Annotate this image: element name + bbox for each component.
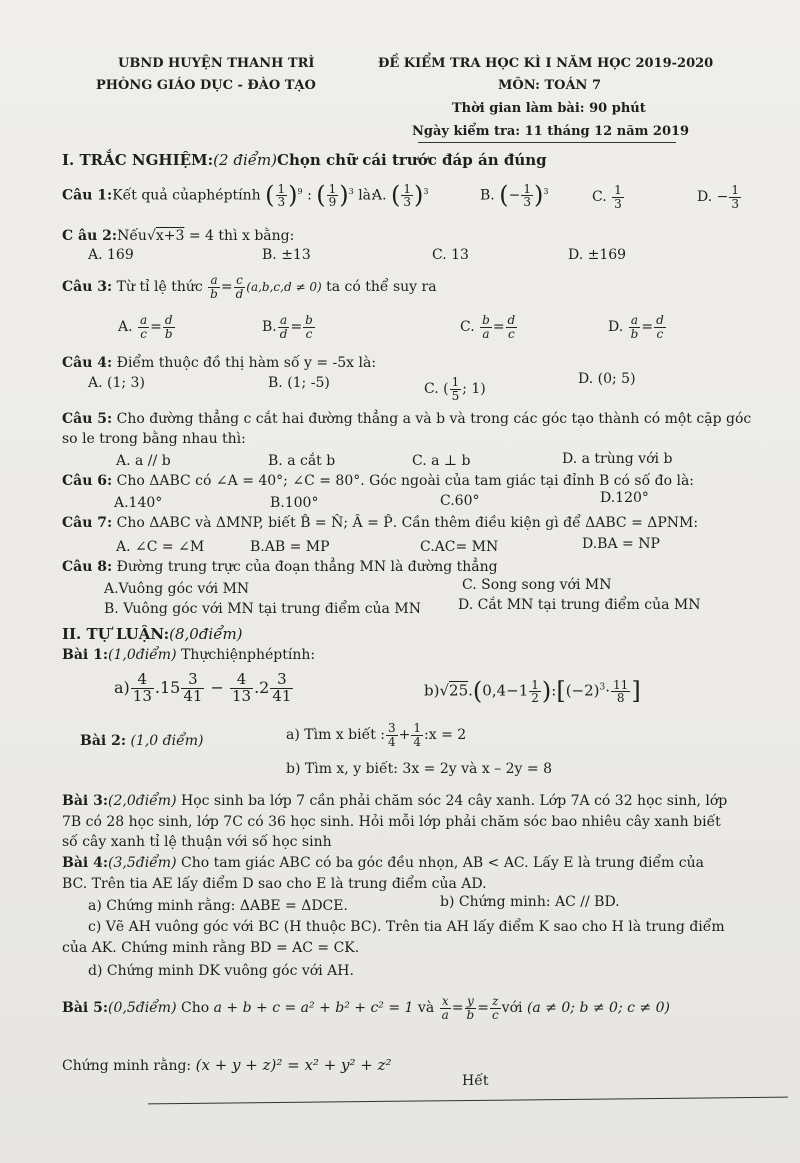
bai4-part-d: d) Chứng minh DK vuông góc với AH. <box>88 963 354 979</box>
question-8: Câu 8: Đường trung trực của đoạn thẳng MN là đường thẳng <box>62 559 498 575</box>
question-3: Câu 3: Từ tỉ lệ thức $\frac{a}{b}$ = $\frac{c}{d}$ (a,b,c,d ≠ 0) ta có thể suy ra <box>62 273 437 301</box>
bai3-line3: số cây xanh tỉ lệ thuận với số học sinh <box>62 834 332 850</box>
q5-option-a: A. a // b <box>116 453 171 469</box>
q4-option-c: C. ( $\frac{1}{5}$ ; 1) <box>424 375 486 403</box>
q1-option-d: D. − $\frac{1}{3}$ <box>697 183 740 211</box>
bai5-prove: Chứng minh rằng: (x + y + z)² = x² + y² + z² <box>62 1056 392 1074</box>
q2-option-a: A. 169 <box>88 247 134 263</box>
q8-option-c: C. Song song với MN <box>462 577 612 593</box>
header-subject: MÔN: TOÁN 7 <box>498 78 601 93</box>
question-5: Câu 5: Cho đường thẳng c cắt hai đường thẳng a và b và trong các góc tạo thành có một cặp góc <box>62 411 752 427</box>
bai2-part-a: a) Tìm x biết : $\frac{3}{4}$ + $\frac{1}{4}$ :x = 2 <box>286 721 467 749</box>
question-4: Câu 4: Điểm thuộc đồ thị hàm số y = -5x là: <box>62 355 377 371</box>
bai2-part-b: b) Tìm x, y biết: 3x = 2y và x – 2y = 8 <box>286 761 552 777</box>
header-underline <box>418 142 676 143</box>
bai3-line2: 7B có 28 học sinh, lớp 7C có 36 học sinh. Hỏi mỗi lớp phải chăm sóc bao nhiêu cây xanh biết <box>62 814 721 830</box>
q4-option-a: A. (1; 3) <box>88 375 145 391</box>
q4-option-d: D. (0; 5) <box>578 371 636 387</box>
q7-option-c: C.AC= MN <box>420 539 499 555</box>
q5-option-c: C. a ⊥ b <box>412 453 471 469</box>
q8-option-a: A.Vuông góc với MN <box>104 581 250 597</box>
q2-option-d: D. ±169 <box>568 247 627 263</box>
bai1-part-b: b)√25.(0,4−1 $\frac{1}{2}$ )$:[(-2)^3\cdot$ $\frac{11}{8}$ ] <box>424 677 641 706</box>
bai1-heading: Bài 1:(1,0điểm) Thựchiệnphéptính: <box>62 647 316 663</box>
q4-option-b: B. (1; -5) <box>268 375 330 391</box>
question-6: Câu 6: Cho ΔABC có ∠A = 40°; ∠C = 80°. Góc ngoài của tam giác tại đỉnh B có số đo là: <box>62 473 695 489</box>
q1-option-b: B. (− $\frac{1}{3}$ )$^3$ <box>480 181 549 210</box>
q6-option-c: C.60° <box>440 493 480 509</box>
part1-heading: I. TRẮC NGHIỆM:(2 điểm)Chọn chữ cái trước đáp án đúng <box>62 151 547 169</box>
q3-option-c: C. $\frac{b}{a}$ = $\frac{d}{c}$ <box>460 313 516 341</box>
q8-option-d: D. Cắt MN tại trung điểm của MN <box>458 597 701 613</box>
footer-rule <box>148 1097 788 1105</box>
q1-option-a: A. ( $\frac{1}{3}$ )$^3$ <box>372 181 429 210</box>
question-7: Câu 7: Cho ΔABC và ΔMNP, biết B̂ = N̂; Â = P̂. Cần thêm điều kiện gì để ΔABC = ΔPNM: <box>62 515 699 531</box>
bai3-line1: Bài 3:(2,0điểm) Học sinh ba lớp 7 cần phải chăm sóc 24 cây xanh. Lớp 7A có 32 học sinh, lớp <box>62 793 728 809</box>
q7-option-d: D.BA = NP <box>582 536 660 552</box>
q3-option-d: D. $\frac{a}{b}$ = $\frac{d}{c}$ <box>608 313 664 341</box>
bai5-line1: Bài 5:(0,5điểm) Cho a + b + c = a² + b² + c² = 1 và $\frac{x}{a}$ = $\frac{y}{b}$ = $\frac{z}{c}$ với (a ≠ 0; b ≠ 0; c ≠ 0) <box>62 994 670 1022</box>
bai1-part-a: a) $\frac{4}{13}$ .15 $\frac{3}{41}$ − $\frac{4}{13}$ .2 $\frac{3}{41}$ <box>114 670 292 705</box>
bai4-part-c-line2: của AK. Chứng minh rằng BD = AC = CK. <box>62 940 360 956</box>
q7-option-a: A. ∠C = ∠M <box>116 539 205 555</box>
q2-option-b: B. ±13 <box>262 247 311 263</box>
bai2-heading: Bài 2: (1,0 điểm) <box>80 733 204 749</box>
q7-option-b: B.AB = MP <box>250 539 330 555</box>
q3-option-a: A. $\frac{a}{c}$ = $\frac{d}{b}$ <box>118 313 173 341</box>
bai4-part-b: b) Chứng minh: AC // BD. <box>440 894 620 910</box>
q6-option-a: A.140° <box>114 495 163 511</box>
header-exam-title: ĐỀ KIỂM TRA HỌC KÌ I NĂM HỌC 2019-2020 <box>378 56 714 71</box>
bai4-part-a: a) Chứng minh rằng: ΔABE = ΔDCE. <box>88 898 348 914</box>
header-date: Ngày kiểm tra: 11 tháng 12 năm 2019 <box>412 124 690 139</box>
bai4-line1: Bài 4:(3,5điểm) Cho tam giác ABC có ba góc đều nhọn, AB < AC. Lấy E là trung điểm của <box>62 855 704 871</box>
bai4-line2: BC. Trên tia AE lấy điểm D sao cho E là trung điểm của AD. <box>62 876 487 892</box>
question-1: Câu 1:Kết quả củaphéptính ( $\frac{1}{3}$ )$^9$ : ( $\frac{1}{9}$ )$^3$ là: <box>62 181 376 210</box>
part2-heading: II. TỰ LUẬN:(8,0điểm) <box>62 625 243 643</box>
q8-option-b: B. Vuông góc với MN tại trung điểm của MN <box>104 601 421 617</box>
q5-option-d: D. a trùng với b <box>562 451 673 467</box>
end-marker: Hết <box>462 1073 489 1089</box>
header-duration: Thời gian làm bài: 90 phút <box>452 101 646 116</box>
header-department: PHÒNG GIÁO DỤC - ĐÀO TẠO <box>96 78 316 93</box>
q1-option-c: C. $\frac{1}{3}$ <box>592 183 622 211</box>
q2-option-c: C. 13 <box>432 247 469 263</box>
bai4-part-c: c) Vẽ AH vuông góc với BC (H thuộc BC). Trên tia AH lấy điểm K sao cho H là trung điểm <box>88 919 725 935</box>
header-district: UBND HUYỆN THANH TRÌ <box>118 56 315 71</box>
q5-option-b: B. a cắt b <box>268 453 336 469</box>
q6-option-d: D.120° <box>600 490 649 506</box>
q3-option-b: B. $\frac{a}{d}$ = $\frac{b}{c}$ <box>262 313 313 341</box>
question-5-line2: so le trong bằng nhau thì: <box>62 431 246 447</box>
q6-option-b: B.100° <box>270 495 319 511</box>
question-2: C âu 2:Nếu√x+3 = 4 thì x bằng: <box>62 228 295 244</box>
